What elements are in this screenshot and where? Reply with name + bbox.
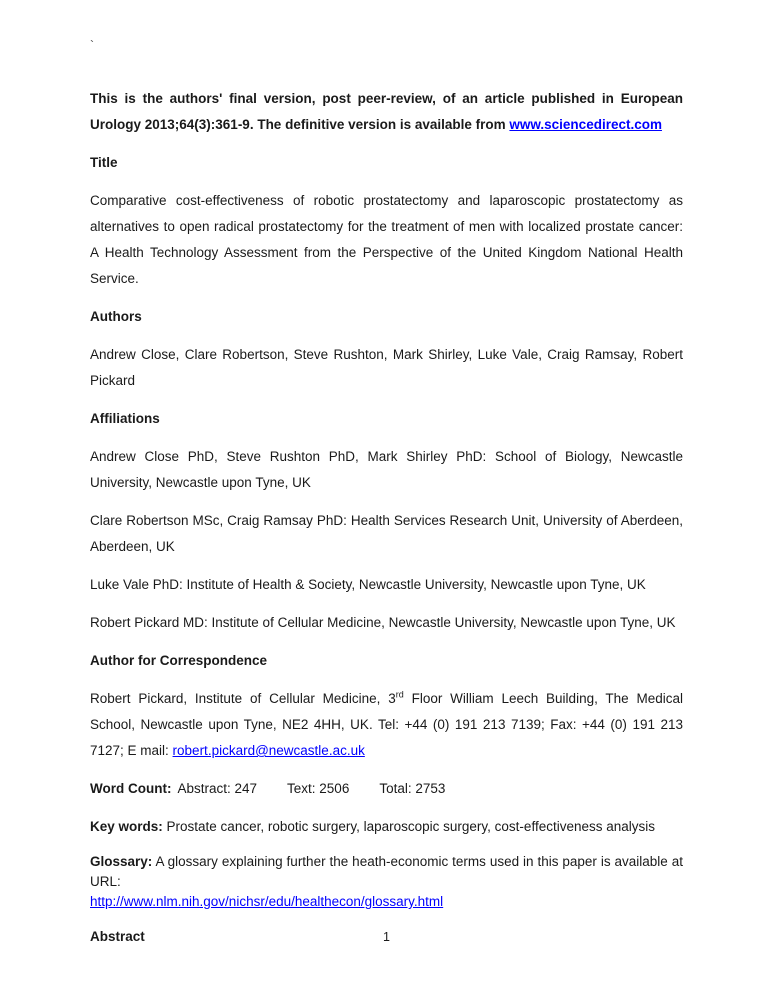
correspondence-text-pre: Robert Pickard, Institute of Cellular Medicine, 3 bbox=[90, 691, 396, 706]
glossary-line bbox=[90, 852, 683, 912]
section-heading-correspondence: Author for Correspondence bbox=[90, 653, 268, 668]
email-link[interactable]: robert.pickard@newcastle.ac.uk bbox=[172, 743, 365, 758]
publication-notice-text: This is the authors' final version, post peer-review, of an article published in European Urology 2013;64(3):361-9. The definitive version is available from bbox=[90, 91, 683, 132]
glossary-link[interactable]: http://www.nlm.nih.gov/nichsr/edu/healthecon/glossary.html bbox=[90, 894, 444, 909]
word-count-label: Word Count: bbox=[90, 781, 172, 796]
word-count-abstract: Abstract: 247 bbox=[177, 781, 258, 796]
keywords-text: Prostate cancer, robotic surgery, laparoscopic surgery, cost-effectiveness analysis bbox=[162, 819, 656, 834]
page-number: 1 bbox=[383, 930, 390, 944]
affiliation-cellular-medicine: Robert Pickard MD: Institute of Cellular Medicine, Newcastle University, Newcastle upon Tyne, UK bbox=[90, 615, 676, 630]
keywords-line bbox=[90, 814, 683, 840]
publication-notice bbox=[90, 86, 683, 138]
sciencedirect-link[interactable]: www.sciencedirect.com bbox=[509, 117, 662, 132]
correspondence-text-mid: Floor William Leech Building, The Medical School, Newcastle upon Tyne, NE2 4HH, UK. Tel: +44 (0) 191 213 7139; Fax: +44 (0) 191 213 7127; E mail: bbox=[90, 691, 683, 758]
word-count-text: Text: 2506 bbox=[287, 781, 350, 796]
affiliation-aberdeen: Clare Robertson MSc, Craig Ramsay PhD: Health Services Research Unit, University of Aberdeen, Aberdeen, UK bbox=[90, 513, 683, 554]
glossary-text: A glossary explaining further the heath-economic terms used in this paper is available at URL: bbox=[90, 854, 683, 889]
affiliation-newcastle-biology: Andrew Close PhD, Steve Rushton PhD, Mark Shirley PhD: School of Biology, Newcastle University, Newcastle upon Tyne, UK bbox=[90, 449, 683, 490]
keywords-label: Key words: bbox=[90, 819, 163, 834]
word-count-total: Total: 2753 bbox=[379, 781, 446, 796]
stray-mark: ` bbox=[90, 38, 94, 52]
author-list: Andrew Close, Clare Robertson, Steve Rushton, Mark Shirley, Luke Vale, Craig Ramsay, Robert Pickard bbox=[90, 347, 683, 388]
glossary-label: Glossary: bbox=[90, 854, 153, 869]
section-heading-affiliations: Affiliations bbox=[90, 411, 160, 426]
section-heading-authors: Authors bbox=[90, 309, 142, 324]
section-heading-abstract: Abstract bbox=[90, 929, 145, 944]
section-heading-title: Title bbox=[90, 155, 118, 170]
correspondence-details bbox=[90, 686, 683, 764]
ordinal-superscript: rd bbox=[395, 689, 404, 700]
affiliation-health-society: Luke Vale PhD: Institute of Health & Society, Newcastle University, Newcastle upon Tyne, UK bbox=[90, 577, 646, 592]
article-title: Comparative cost-effectiveness of robotic prostatectomy and laparoscopic prostatectomy as alternatives to open radical prostatectomy for the treatment of men with localized prostate cancer: A Health Technology Assessment from the Perspective of the United Kingdom National Health Service. bbox=[90, 193, 683, 286]
word-count-line bbox=[90, 776, 683, 802]
